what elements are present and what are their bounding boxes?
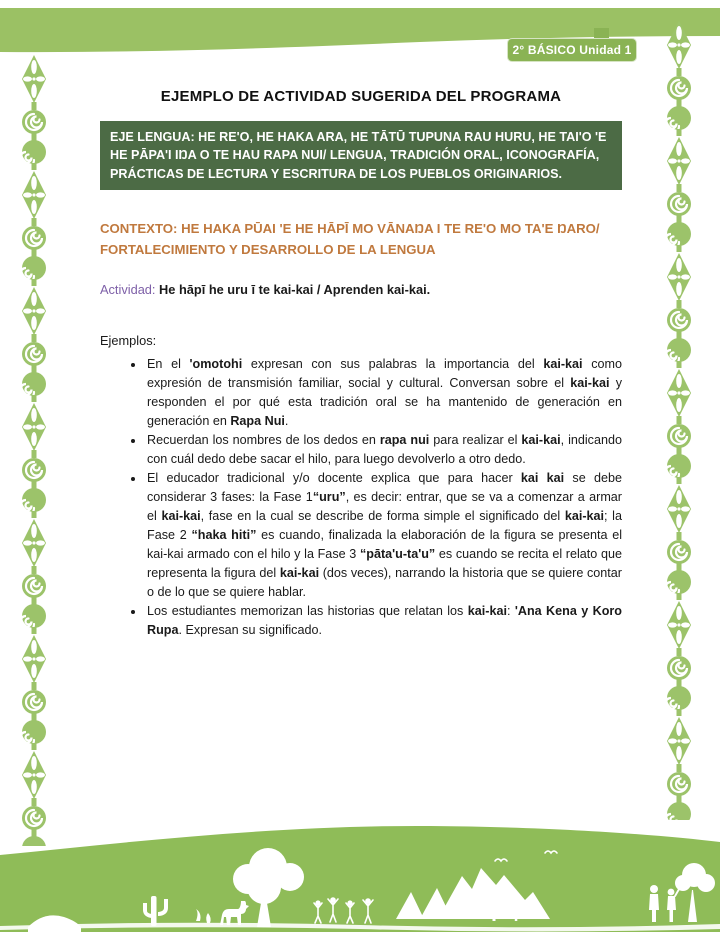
unit-badge: 2° BÁSICO Unidad 1 <box>507 38 637 62</box>
actividad-text: He hāpī he uru ī te kai-kai / Aprenden kai-kai. <box>155 282 431 297</box>
left-koru-border <box>21 54 47 846</box>
page-title: EJEMPLO DE ACTIVIDAD SUGERIDA DEL PROGRAMA <box>160 88 562 105</box>
examples-list <box>100 355 622 640</box>
right-koru-border <box>666 20 692 820</box>
actividad-label: Actividad: <box>100 282 156 297</box>
contexto-heading: CONTEXTO: HE HAKA PŪAI 'E HE HĀPĪ MO VĀNAŊA I TE RE'O MO TA'E ŊARO/ FORTALECIMIENTO Y DESARROLLO DE LA LENGUA <box>100 220 600 257</box>
actividad-line <box>100 280 622 299</box>
eje-lengua-box: EJE LENGUA: HE RE'O, HE HAKA ARA, HE TĀTŪ TUPUNA RAU HURU, HE TAI'O 'E HE PĀPA'I IŊA O TE HAU RAPA NUI/ LENGUA, TRADICIÓN ORAL, ICONOGRAFÍA, PRÁCTICAS DE LECTURA Y ESCRITURA DE LOS PUEBLOS ORIGINARIOS. <box>100 121 622 190</box>
ejemplos-label: Ejemplos: <box>100 333 157 349</box>
list-item: • En el 'omotohi expresan con sus palabras la importancia del kai-kai como expresión de transmisión familiar, social y cultural. Conversan sobre el kai-kai y responden el por qué esta tradición oral se ha mantenido de generación en generación en Rapa Nui. <box>145 355 622 431</box>
list-item: • Recuerdan los nombres de los dedos en rapa nui para realizar el kai-kai, indicando con cuál dedo debe sacar el hilo, para luego devolverlo a otro dedo. <box>145 431 622 469</box>
footer-illustration <box>0 817 720 932</box>
list-item: • El educador tradicional y/o docente explica que para hacer kai kai se debe considerar 3 fases: la Fase 1“uru”, es decir: entrar, que se va a comenzar a armar el kai-kai, fase en la cual se describe de forma simple el significado del kai-kai; la Fase 2 “haka hiti” es cuando, finalizada la elaboración de la figura se presenta el kai-kai armado con el hilo y la Fase 3 “pāta'u-ta'u” es cuando se recita el relato que representa la figura del kai-kai (dos veces), narrando la historia que se quiere contar o de lo que se quiere hablar. <box>145 469 622 602</box>
document-content <box>100 0 622 640</box>
list-item: • Los estudiantes memorizan las historias que relatan los kai-kai: 'Ana Kena y Koro Rupa. Expresan su significado. <box>145 602 622 640</box>
